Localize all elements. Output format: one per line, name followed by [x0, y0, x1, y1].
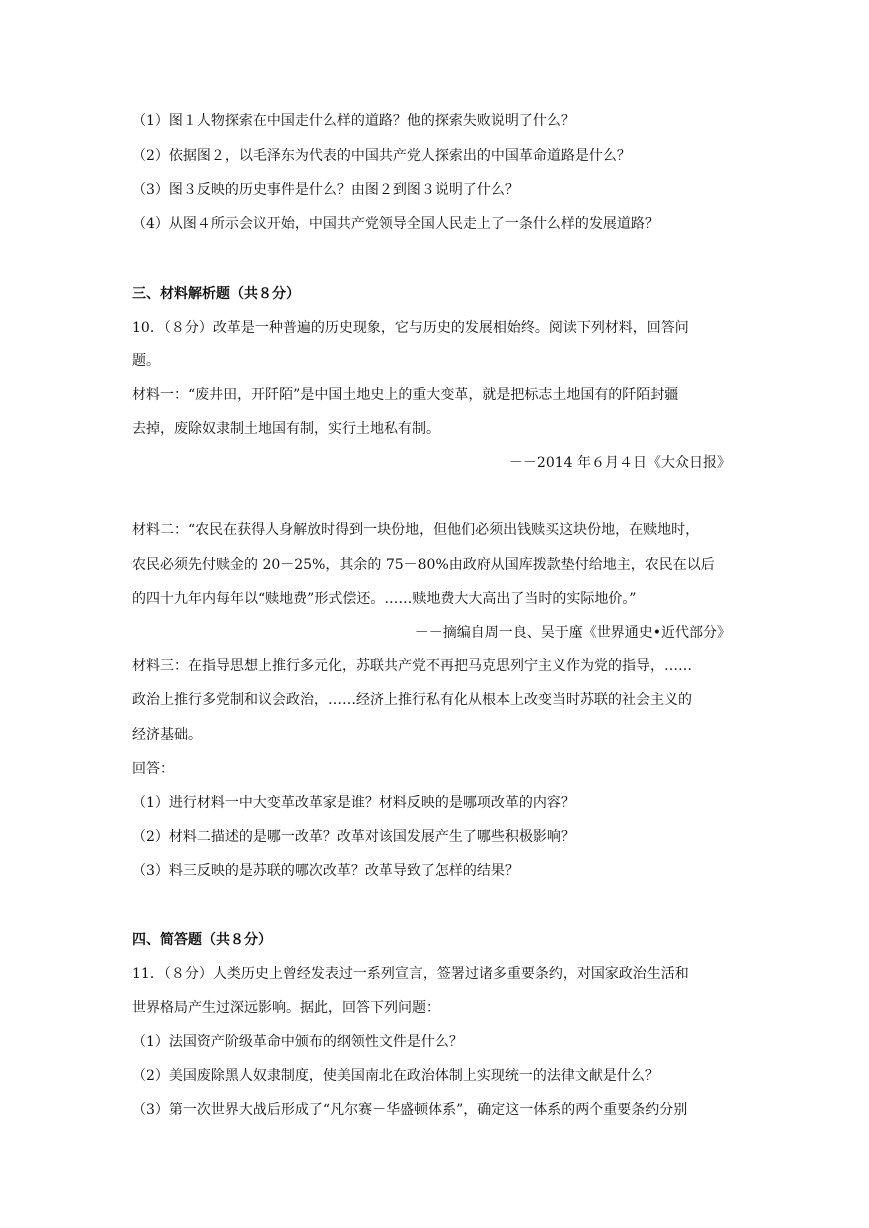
- question-4-2: （2）美国废除黑人奴隶制度，使美国南北在政治体制上实现统一的法律文献是什么？: [132, 1068, 659, 1084]
- material-2-line-1: 材料二：“农民在获得人身解放时得到一块份地，但他们必须出钱赎买这块份地，在赎地时，: [132, 522, 700, 538]
- section-4-intro-line-1: 11．（８分）人类历史上曾经发表过一系列宣言，签署过诸多重要条约，对国家政治生活和: [132, 966, 689, 982]
- question-4-1: （1）法国资产阶级革命中颁布的纲领性文件是什么？: [132, 1034, 463, 1050]
- material-3-line-3: 经济基础。: [132, 727, 202, 743]
- section-4-heading: 四、简答题（共８分）: [132, 932, 272, 948]
- material-2-line-3: 的四十九年内每年以“赎地费”形式偿还。……赎地费大大高出了当时的实际地价。”: [132, 591, 637, 607]
- answer-label: 回答：: [132, 761, 174, 777]
- question-2-2: （2）依据图２，以毛泽东为代表的中国共产党人探索出的中国革命道路是什么？: [132, 148, 631, 164]
- question-2-3: （3）图３反映的历史事件是什么？由图２到图３说明了什么？: [132, 182, 519, 198]
- question-3-3: （3）料三反映的是苏联的哪次改革？改革导致了怎样的结果？: [132, 863, 519, 879]
- material-2-source: －－摘编自周一良、吴于廑《世界通史•近代部分》: [414, 625, 731, 641]
- question-2-4: （4）从图４所示会议开始，中国共产党领导全国人民走上了一条什么样的发展道路？: [132, 216, 659, 232]
- material-3-line-2: 政治上推行多党制和议会政治，……经济上推行私有化从根本上改变当时苏联的社会主义的: [132, 692, 692, 708]
- question-4-3: （3）第一次世界大战后形成了“凡尔赛－华盛顿体系”，确定这一体系的两个重要条约分别: [132, 1102, 688, 1118]
- section-4-intro-line-2: 世界格局产生过深远影响。据此，回答下列问题：: [132, 1000, 440, 1016]
- question-2-1: （1）图１人物探索在中国走什么样的道路？他的探索失败说明了什么？: [132, 113, 575, 129]
- section-3-intro-line-2: 题。: [132, 353, 160, 369]
- section-3-heading: 三、材料解析题（共８分）: [132, 286, 300, 302]
- material-2-line-2: 农民必须先付赎金的 20－25%，其余的 75－80%由政府从国库拨款垫付给地主，农民在以后: [132, 557, 715, 573]
- material-1-line-1: 材料一：“废井田，开阡陌”是中国土地史上的重大变革，就是把标志土地国有的阡陌封疆: [132, 387, 679, 403]
- material-3-line-1: 材料三：在指导思想上推行多元化，苏联共产党不再把马克思列宁主义作为党的指导，……: [132, 658, 692, 674]
- section-3-intro-line-1: 10．（８分）改革是一种普遍的历史现象，它与历史的发展相始终。阅读下列材料，回答问: [132, 320, 689, 336]
- material-1-line-2: 去掉，废除奴隶制土地国有制，实行土地私有制。: [132, 421, 440, 437]
- question-3-1: （1）进行材料一中大变革改革家是谁？材料反映的是哪项改革的内容？: [132, 795, 575, 811]
- question-3-2: （2）材料二描述的是哪一改革？改革对该国发展产生了哪些积极影响？: [132, 829, 575, 845]
- material-1-source: －－2014 年６月４日《大众日报》: [508, 455, 731, 471]
